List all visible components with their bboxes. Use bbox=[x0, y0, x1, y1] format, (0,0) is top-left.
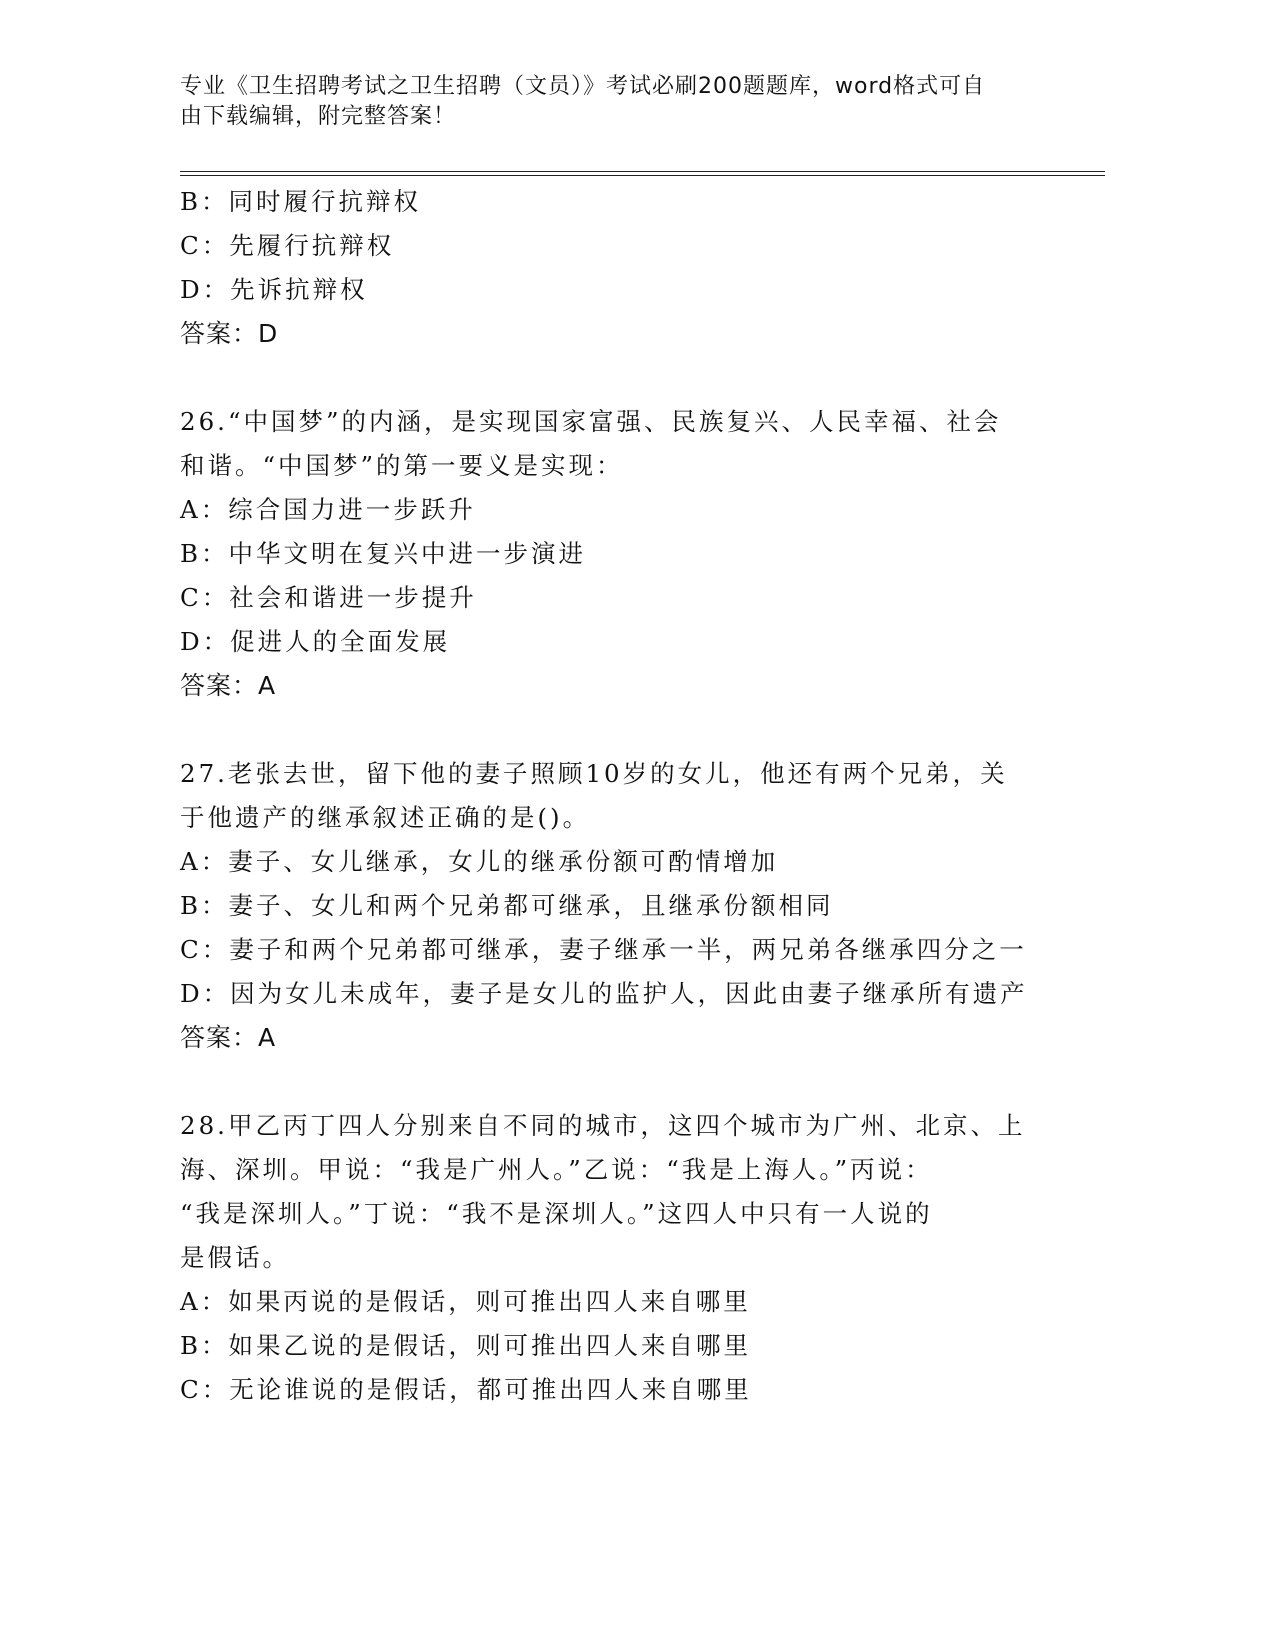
question-26 bbox=[180, 400, 1060, 708]
question-stem-line: 28.甲乙丙丁四人分别来自不同的城市，这四个城市为广州、北京、上 bbox=[180, 1111, 1026, 1140]
question-stem-line: “我是深圳人。”丁说：“我不是深圳人。”这四人中只有一人说的 bbox=[180, 1199, 933, 1228]
document-body bbox=[180, 180, 1060, 1412]
header-rule-bottom bbox=[180, 175, 1105, 176]
question-stem-line: 26.“中国梦”的内涵，是实现国家富强、民族复兴、人民幸福、社会 bbox=[180, 407, 1002, 436]
option-b: B：中华文明在复兴中进一步演进 bbox=[180, 539, 587, 568]
question-stem-line: 于他遗产的继承叙述正确的是()。 bbox=[180, 803, 591, 832]
answer-line: 答案：A bbox=[180, 1023, 277, 1052]
answer-line: 答案：A bbox=[180, 671, 277, 700]
spacer bbox=[180, 356, 1060, 400]
option-b: B：同时履行抗辩权 bbox=[180, 187, 422, 216]
option-c: C：社会和谐进一步提升 bbox=[180, 583, 477, 612]
spacer bbox=[180, 708, 1060, 752]
question-stem-line: 27.老张去世，留下他的妻子照顾10岁的女儿，他还有两个兄弟，关 bbox=[180, 759, 1008, 788]
document-header bbox=[180, 72, 1040, 132]
question-stem-line: 是假话。 bbox=[180, 1243, 290, 1272]
header-title-line-1: 专业《卫生招聘考试之卫生招聘（文员）》考试必刷200题题库，word格式可自 bbox=[180, 74, 986, 99]
question-stem-line: 和谐。“中国梦”的第一要义是实现： bbox=[180, 451, 624, 480]
option-d: D：促进人的全面发展 bbox=[180, 627, 451, 656]
option-a: A：综合国力进一步跃升 bbox=[180, 495, 476, 524]
question-stem-line: 海、深圳。甲说：“我是广州人。”乙说：“我是上海人。”丙说： bbox=[180, 1155, 933, 1184]
question-25-tail bbox=[180, 180, 1060, 356]
question-27 bbox=[180, 752, 1060, 1060]
option-a: A：如果丙说的是假话，则可推出四人来自哪里 bbox=[180, 1287, 751, 1316]
option-d: D：先诉抗辩权 bbox=[180, 275, 368, 304]
spacer bbox=[180, 1060, 1060, 1104]
option-d: D：因为女儿未成年，妻子是女儿的监护人，因此由妻子继承所有遗产 bbox=[180, 979, 1028, 1008]
option-c: C：妻子和两个兄弟都可继承，妻子继承一半，两兄弟各继承四分之一 bbox=[180, 935, 1027, 964]
option-b: B：妻子、女儿和两个兄弟都可继承，且继承份额相同 bbox=[180, 891, 834, 920]
option-c: C：无论谁说的是假话，都可推出四人来自哪里 bbox=[180, 1375, 752, 1404]
option-a: A：妻子、女儿继承，女儿的继承份额可酌情增加 bbox=[180, 847, 779, 876]
header-rule-top bbox=[180, 171, 1105, 172]
answer-line: 答案：D bbox=[180, 319, 279, 348]
header-title-line-2: 由下载编辑，附完整答案！ bbox=[180, 104, 457, 129]
question-28 bbox=[180, 1104, 1060, 1412]
option-b: B：如果乙说的是假话，则可推出四人来自哪里 bbox=[180, 1331, 752, 1360]
option-c: C：先履行抗辩权 bbox=[180, 231, 395, 260]
